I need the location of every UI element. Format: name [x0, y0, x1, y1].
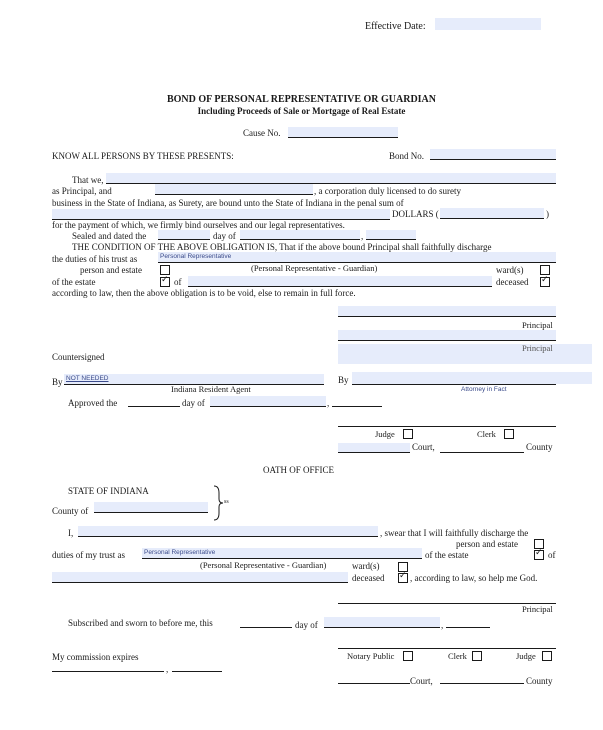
- sealed-text: Sealed and dated the: [72, 231, 147, 241]
- duties-text: the duties of his trust as: [52, 254, 138, 264]
- oath-rep-guardian-caption: (Personal Representative - Guardian): [200, 560, 327, 570]
- county-label: County: [526, 442, 553, 452]
- sealed-day-field[interactable]: [158, 230, 210, 239]
- bond-no-label: Bond No.: [389, 151, 425, 161]
- oath-county-sign-line[interactable]: [440, 683, 524, 684]
- subscribed-month-line: [324, 627, 440, 628]
- dollars-close: ): [546, 209, 549, 219]
- commission-comma: ,: [166, 664, 169, 674]
- approved-day-line[interactable]: [128, 406, 180, 407]
- know-all-text: KNOW ALL PERSONS BY THESE PRESENTS:: [52, 151, 234, 161]
- sealed-day-line: [158, 239, 210, 240]
- court-field[interactable]: [338, 443, 410, 452]
- oath-court-line[interactable]: [338, 683, 410, 684]
- not-needed-value: NOT NEEDED: [66, 375, 109, 382]
- estate-name-line: [188, 286, 492, 287]
- principal-line-1: [338, 316, 556, 317]
- county-line[interactable]: [440, 452, 524, 453]
- business-text: business in the State of Indiana, as Surety, are bound unto the State of Indiana in the penal sum of: [52, 198, 404, 208]
- of-the-estate-text: of the estate: [52, 277, 96, 287]
- person-estate-checkbox[interactable]: [160, 265, 170, 275]
- effective-date-field[interactable]: [435, 18, 541, 30]
- penal-sum-amount-field[interactable]: [440, 208, 544, 218]
- penal-sum-words-field[interactable]: [52, 209, 390, 219]
- judge-label: Judge: [375, 429, 395, 439]
- deceased-text: deceased: [496, 277, 529, 287]
- oath-of-text: of: [548, 550, 556, 560]
- ss-label: ss: [224, 499, 229, 505]
- oath-name-line: [78, 536, 378, 537]
- principal-label-2: Principal: [522, 343, 553, 353]
- subscribed-comma: ,: [441, 620, 444, 630]
- oath-capacity-line: [142, 558, 422, 559]
- oath-duties-text: duties of my trust as: [52, 550, 125, 560]
- bond-no-field[interactable]: [430, 149, 556, 159]
- oath-clerk-checkbox[interactable]: [472, 651, 482, 661]
- oath-of-estate-checkbox[interactable]: [534, 550, 544, 560]
- approved-year-line[interactable]: [332, 406, 382, 407]
- notary-signature-line[interactable]: [338, 648, 556, 649]
- oath-according-text: , according to law, so help me God.: [410, 573, 538, 583]
- judge-checkbox[interactable]: [403, 429, 413, 439]
- state-of-indiana: STATE OF INDIANA: [68, 486, 149, 496]
- oath-county-label: County: [526, 676, 553, 686]
- principal-line-2: [338, 340, 556, 341]
- oath-name-field[interactable]: [78, 526, 378, 536]
- wards-checkbox[interactable]: [540, 265, 550, 275]
- dollars-text: DOLLARS (: [392, 209, 439, 219]
- trust-capacity-value: Personal Representative: [160, 253, 232, 260]
- oath-principal-label: Principal: [522, 604, 553, 614]
- of-estate-checkbox[interactable]: [160, 277, 170, 287]
- sealed-comma: ,: [361, 231, 364, 241]
- oath-deceased-checkbox[interactable]: [398, 573, 408, 583]
- approved-day-of: day of: [182, 398, 205, 408]
- subscribed-month-field[interactable]: [324, 617, 440, 627]
- rep-guardian-caption: (Personal Representative - Guardian): [251, 263, 378, 273]
- clerk-checkbox[interactable]: [504, 429, 514, 439]
- oath-wards-text: ward(s): [352, 561, 380, 571]
- sealed-year-field[interactable]: [366, 230, 416, 239]
- principal-signature-field-3[interactable]: [338, 344, 592, 364]
- oath-judge-checkbox[interactable]: [542, 651, 552, 661]
- form-title: BOND OF PERSONAL REPRESENTATIVE OR GUARDIAN: [166, 94, 436, 105]
- swear-text: , swear that I will faithfully discharge the: [380, 528, 529, 538]
- that-we-text: That we,: [72, 175, 104, 185]
- approved-month-line: [210, 406, 326, 407]
- principal-label-1: Principal: [522, 320, 553, 330]
- cause-no-field[interactable]: [288, 127, 398, 137]
- as-principal-text: as Principal, and: [52, 186, 112, 196]
- oath-county-line: [94, 512, 208, 513]
- approved-comma: ,: [327, 398, 330, 408]
- oath-capacity-value: Personal Representative: [144, 549, 216, 556]
- subscribed-day-of: day of: [295, 620, 318, 630]
- sealed-day-of: day of: [213, 231, 236, 241]
- attorney-field[interactable]: [352, 372, 592, 384]
- resident-agent-caption: Indiana Resident Agent: [171, 384, 251, 394]
- of-text: of: [174, 277, 182, 287]
- oath-person-estate: person and estate: [456, 539, 518, 549]
- oath-title: OATH OF OFFICE: [263, 465, 335, 475]
- bond-no-line: [430, 159, 556, 160]
- approved-month-field[interactable]: [210, 396, 326, 406]
- corporation-text: , a corporation duly licensed to do surety: [314, 186, 461, 196]
- approved-text: Approved the: [68, 398, 118, 408]
- sealed-month-field[interactable]: [240, 230, 360, 239]
- countersigned-text: Countersigned: [52, 352, 105, 362]
- surety-line: [155, 194, 313, 195]
- form-subtitle: Including Proceeds of Sale or Mortgage of Real Estate: [197, 106, 406, 116]
- surety-name-field[interactable]: [155, 184, 313, 194]
- deceased-checkbox[interactable]: [540, 277, 550, 287]
- subscribed-day-line[interactable]: [240, 627, 292, 628]
- person-estate-text: person and estate: [80, 265, 142, 275]
- cause-no-label: Cause No.: [243, 128, 281, 138]
- oath-of-the-estate: of the estate: [425, 550, 469, 560]
- court-line: [338, 452, 410, 453]
- notary-checkbox[interactable]: [403, 651, 413, 661]
- subscribed-text: Subscribed and sworn to before me, this: [68, 618, 213, 628]
- principal-signature-field-1[interactable]: [338, 306, 556, 316]
- oath-i-label: I,: [68, 528, 74, 538]
- according-text: according to law, then the above obligation is to be void, else to remain in full force.: [52, 288, 356, 298]
- court-label: Court,: [412, 442, 435, 452]
- commission-year-line[interactable]: [172, 671, 222, 672]
- effective-date-label: Effective Date:: [365, 21, 426, 32]
- principal-name-field[interactable]: [106, 173, 556, 183]
- by-label-left: By: [52, 377, 63, 387]
- notary-label: Notary Public: [347, 651, 395, 661]
- payment-text: for the payment of which, we firmly bind ourselves and our legal representatives.: [52, 220, 345, 230]
- commission-text: My commission expires: [52, 652, 139, 662]
- judge-signature-line[interactable]: [338, 426, 556, 427]
- wards-text: ward(s): [496, 265, 524, 275]
- oath-county-field[interactable]: [94, 502, 208, 512]
- attorney-line: [352, 384, 556, 385]
- attorney-in-fact-caption: Attorney in Fact: [461, 386, 507, 393]
- subscribed-year-line[interactable]: [446, 627, 490, 628]
- estate-name-field[interactable]: [188, 276, 492, 286]
- oath-deceased-text: deceased: [352, 573, 385, 583]
- oath-court-label: Court,: [410, 676, 433, 686]
- oath-estate-name-line: [52, 582, 348, 583]
- oath-estate-name-field[interactable]: [52, 572, 348, 582]
- cause-no-line: [288, 137, 398, 138]
- by-label-right: By: [338, 375, 349, 385]
- sealed-year-line: [366, 239, 416, 240]
- clerk-label: Clerk: [477, 429, 496, 439]
- condition-text: THE CONDITION OF THE ABOVE OBLIGATION IS, That if the above bound Principal shall faithfully discharge: [72, 242, 492, 252]
- oath-judge-label: Judge: [516, 651, 536, 661]
- principal-signature-field-2[interactable]: [338, 330, 556, 340]
- county-of-label: County of: [52, 506, 89, 516]
- oath-clerk-label: Clerk: [448, 651, 467, 661]
- commission-date-line[interactable]: [52, 671, 164, 672]
- penal-sum-amount-line: [440, 218, 544, 219]
- sealed-month-line: [240, 239, 360, 240]
